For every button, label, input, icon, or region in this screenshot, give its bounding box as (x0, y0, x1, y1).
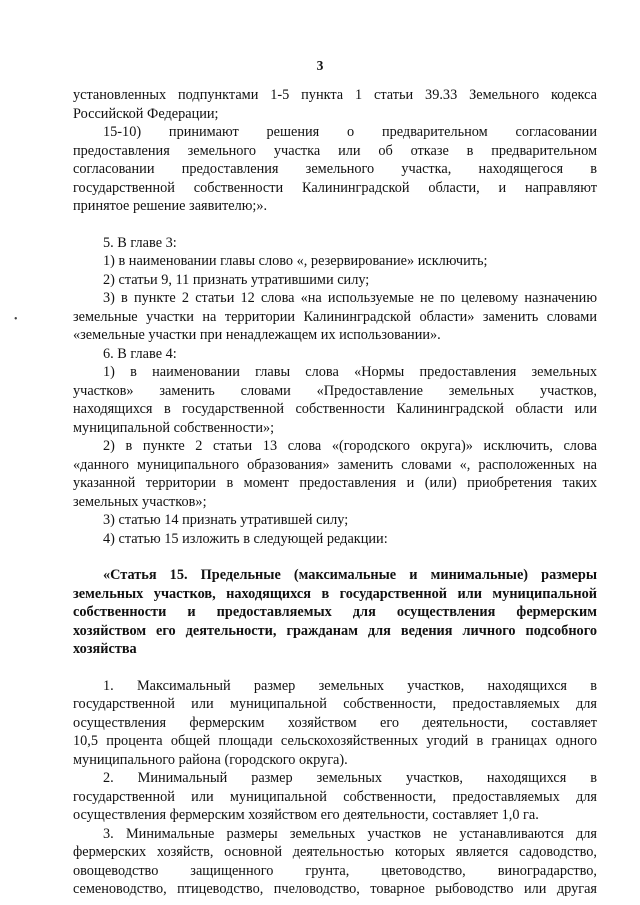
text-line: «данного муниципального образования» заменить словами «, расположенных на (73, 456, 597, 473)
margin-mark: • (14, 314, 18, 325)
text-line: овощеводство защищенного грунта, цветоводство, виноградарство, (73, 862, 597, 879)
text-line: 2. Минимальный размер земельных участков, находящихся в (103, 770, 597, 786)
text-line: 6. В главе 4: (103, 345, 177, 362)
paragraph-gap (73, 659, 597, 677)
text-line: муниципальной собственности»; (73, 419, 275, 436)
text-line: 15-10) принимают решения о предварительном согласовании (103, 124, 597, 140)
article-heading-line: хозяйства (73, 641, 137, 657)
text-line: участков» заменить словами «Предоставление земельных участков, (73, 382, 597, 399)
article-heading-line: хозяйством его деятельности, гражданам для ведения личного подсобного (73, 622, 597, 639)
article-heading-line: собственности и предоставляемых для осуществления фермерским (73, 604, 597, 620)
text-line: 1. Максимальный размер земельных участков, находящихся в (103, 677, 597, 694)
text-line: государственной или муниципальной собственности, предоставляемых для (73, 696, 597, 712)
text-line: 2) в пункте 2 статьи 13 слова «(городского округа)» исключить, слова (103, 438, 597, 454)
text-line: Российской Федерации; (73, 105, 219, 122)
text-line: 4) статью 15 изложить в следующей редакции: (103, 530, 388, 547)
text-line: принятое решение заявителю;». (73, 198, 268, 214)
document-body (73, 86, 597, 899)
text-line: земельные участки на территории Калининградской области» заменить словами (73, 308, 597, 325)
text-line: осуществления фермерским хозяйством его деятельности, составляет (73, 714, 597, 731)
text-line: установленных подпунктами 1-5 пункта 1 статьи 39.33 Земельного кодекса (73, 87, 597, 103)
text-line: согласовании предоставления земельного участка, находящегося в (73, 161, 597, 177)
text-line: 3) в пункте 2 статьи 12 слова «на используемые не по целевому назначению (103, 290, 597, 306)
text-line: 1) в наименовании главы слова «Нормы предоставления земельных (103, 364, 597, 380)
text-line: 3. Минимальные размеры земельных участков не устанавливаются для (103, 825, 597, 842)
article-heading-line: земельных участков, находящихся в государственной или муниципальной (73, 585, 597, 602)
page-number: 3 (316, 58, 324, 73)
text-line: находящихся в государственной собственности Калининградской области или (73, 401, 597, 417)
text-line: семеноводство, птицеводство, пчеловодство, товарное рыбоводство или другая (73, 881, 597, 897)
text-line: 5. В главе 3: (103, 234, 177, 251)
text-line: 10,5 процента общей площади сельскохозяйственных угодий в границах одного (73, 733, 597, 749)
text-line: «земельные участки при ненадлежащем их использовании». (73, 327, 441, 343)
text-line: указанной территории в момент предоставления и (или) приобретения таких (73, 475, 597, 491)
article-heading-line: «Статья 15. Предельные (максимальные и минимальные) размеры (103, 567, 597, 583)
text-line: государственной собственности Калининградской области, и направляют (73, 179, 597, 196)
text-line: государственной или муниципальной собственности, предоставляемых для (73, 788, 597, 805)
text-line: осуществления фермерским хозяйством его деятельности, составляет 1,0 га. (73, 807, 539, 823)
text-line: земельных участков»; (73, 493, 207, 510)
text-line: муниципального района (городского округа). (73, 751, 348, 768)
text-line: предоставления земельного участка или об отказе в предварительном (73, 142, 597, 159)
text-line: 2) статьи 9, 11 признать утратившими силу; (103, 271, 370, 288)
text-line: 3) статью 14 признать утратившей силу; (103, 512, 349, 528)
text-line: 1) в наименовании главы слово «, резервирование» исключить; (103, 253, 488, 269)
paragraph-gap (73, 548, 597, 566)
paragraph-gap (73, 216, 597, 234)
text-line: фермерских хозяйств, основной деятельностью которых является садоводство, (73, 844, 597, 860)
